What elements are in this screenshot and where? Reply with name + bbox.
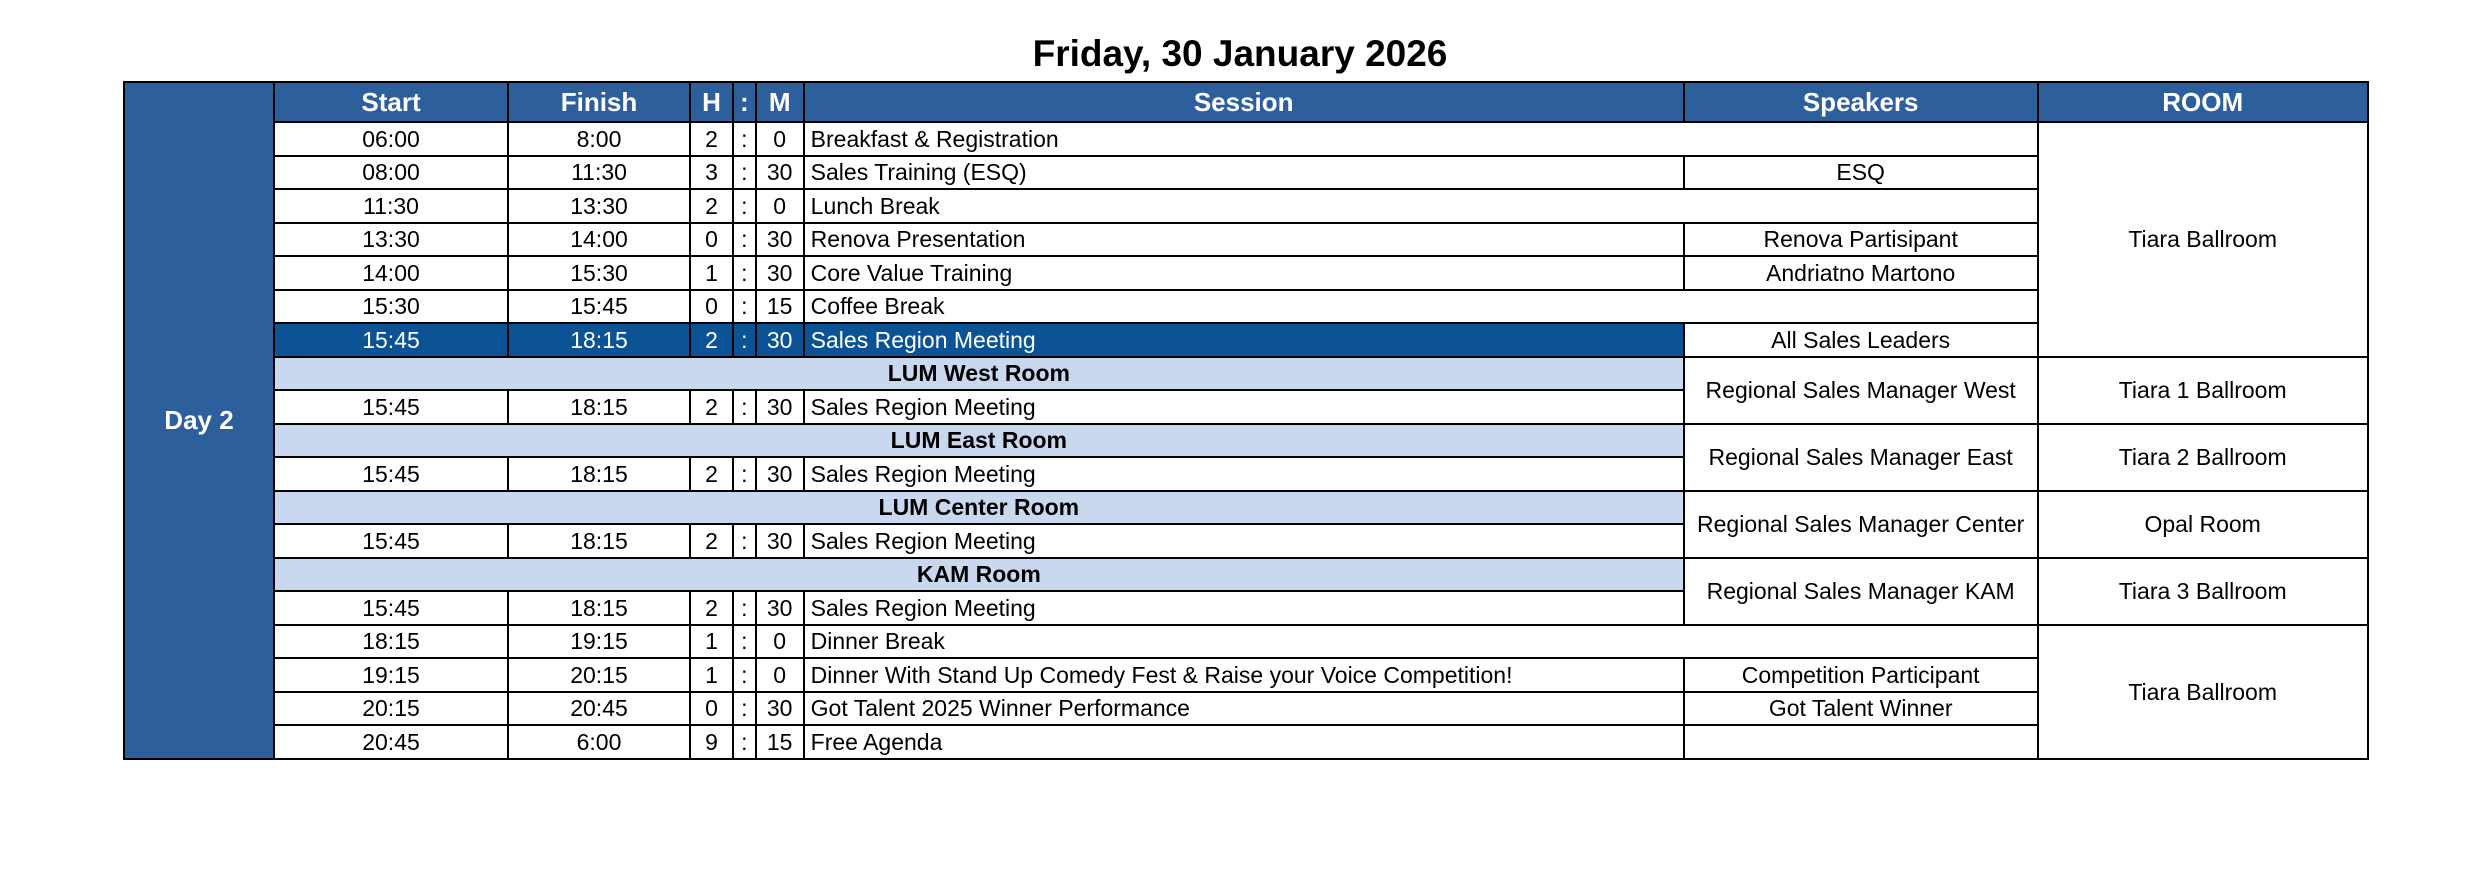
finish-time: 20:45: [508, 692, 690, 726]
duration-minutes: 30: [756, 323, 804, 357]
finish-time: 19:15: [508, 625, 690, 659]
duration-minutes: 30: [756, 223, 804, 257]
start-time: 15:45: [274, 591, 508, 625]
speaker-cell: Regional Sales Manager East: [1684, 424, 2038, 491]
session-title: Lunch Break: [804, 189, 2038, 223]
start-time: 06:00: [274, 122, 508, 156]
duration-minutes: 30: [756, 390, 804, 424]
duration-minutes: 30: [756, 524, 804, 558]
start-time: 08:00: [274, 156, 508, 190]
table-row: [124, 290, 2368, 324]
duration-hours: 0: [690, 223, 733, 257]
table-row: [124, 625, 2368, 659]
header-finish: Finish: [508, 82, 690, 122]
duration-separator: :: [733, 122, 756, 156]
finish-time: 13:30: [508, 189, 690, 223]
start-time: 13:30: [274, 223, 508, 257]
speaker-cell: [1684, 725, 2038, 759]
section-row: [124, 424, 2368, 458]
header-session: Session: [804, 82, 1684, 122]
duration-separator: :: [733, 390, 756, 424]
speaker-cell: Got Talent Winner: [1684, 692, 2038, 726]
session-title: Dinner With Stand Up Comedy Fest & Raise your Voice Competition!: [804, 658, 1684, 692]
start-time: 18:15: [274, 625, 508, 659]
room-cell: Tiara 1 Ballroom: [2038, 357, 2368, 424]
finish-time: 15:45: [508, 290, 690, 324]
section-title: LUM Center Room: [274, 491, 1684, 525]
room-cell: Opal Room: [2038, 491, 2368, 558]
finish-time: 11:30: [508, 156, 690, 190]
duration-minutes: 0: [756, 625, 804, 659]
section-title: KAM Room: [274, 558, 1684, 592]
duration-minutes: 0: [756, 658, 804, 692]
finish-time: 18:15: [508, 524, 690, 558]
header-room: ROOM: [2038, 82, 2368, 122]
duration-minutes: 30: [756, 591, 804, 625]
section-row: [124, 491, 2368, 525]
start-time: 20:45: [274, 725, 508, 759]
section-row: [124, 558, 2368, 592]
duration-minutes: 30: [756, 156, 804, 190]
session-title: Core Value Training: [804, 256, 1684, 290]
duration-hours: 2: [690, 122, 733, 156]
finish-time: 18:15: [508, 390, 690, 424]
session-title: Sales Region Meeting: [804, 323, 1684, 357]
duration-hours: 9: [690, 725, 733, 759]
duration-minutes: 15: [756, 725, 804, 759]
duration-hours: 2: [690, 524, 733, 558]
start-time: 14:00: [274, 256, 508, 290]
duration-separator: :: [733, 323, 756, 357]
finish-time: 6:00: [508, 725, 690, 759]
duration-minutes: 0: [756, 189, 804, 223]
session-title: Sales Region Meeting: [804, 390, 1684, 424]
header-minutes: M: [756, 82, 804, 122]
header-speakers: Speakers: [1684, 82, 2038, 122]
table-row: [124, 122, 2368, 156]
speaker-cell: Regional Sales Manager West: [1684, 357, 2038, 424]
speaker-cell: Regional Sales Manager KAM: [1684, 558, 2038, 625]
table-row: [124, 256, 2368, 290]
duration-hours: 2: [690, 189, 733, 223]
duration-hours: 0: [690, 290, 733, 324]
room-cell: Tiara 3 Ballroom: [2038, 558, 2368, 625]
room-cell: Tiara Ballroom: [2038, 625, 2368, 759]
finish-time: 20:15: [508, 658, 690, 692]
day-label: Day 2: [124, 82, 274, 759]
duration-separator: :: [733, 625, 756, 659]
header-hours: H: [690, 82, 733, 122]
table-row-highlighted: [124, 323, 2368, 357]
start-time: 15:45: [274, 457, 508, 491]
speaker-cell: Renova Partisipant: [1684, 223, 2038, 257]
session-title: Dinner Break: [804, 625, 2038, 659]
table-row: [124, 692, 2368, 726]
duration-minutes: 15: [756, 290, 804, 324]
session-title: Coffee Break: [804, 290, 2038, 324]
session-title: Sales Region Meeting: [804, 524, 1684, 558]
start-time: 15:30: [274, 290, 508, 324]
duration-hours: 3: [690, 156, 733, 190]
duration-separator: :: [733, 524, 756, 558]
table-row: [124, 658, 2368, 692]
duration-hours: 2: [690, 390, 733, 424]
finish-time: 8:00: [508, 122, 690, 156]
start-time: 11:30: [274, 189, 508, 223]
table-row: [124, 156, 2368, 190]
finish-time: 18:15: [508, 591, 690, 625]
start-time: 15:45: [274, 323, 508, 357]
speaker-cell: Regional Sales Manager Center: [1684, 491, 2038, 558]
duration-minutes: 30: [756, 692, 804, 726]
page-title: Friday, 30 January 2026: [1032, 33, 1448, 74]
session-title: Sales Training (ESQ): [804, 156, 1684, 190]
section-title: LUM West Room: [274, 357, 1684, 391]
speaker-cell: All Sales Leaders: [1684, 323, 2038, 357]
start-time: 15:45: [274, 390, 508, 424]
session-title: Breakfast & Registration: [804, 122, 2038, 156]
duration-hours: 2: [690, 591, 733, 625]
start-time: 20:15: [274, 692, 508, 726]
header-start: Start: [274, 82, 508, 122]
duration-hours: 2: [690, 323, 733, 357]
section-title: LUM East Room: [274, 424, 1684, 458]
speaker-cell: Andriatno Martono: [1684, 256, 2038, 290]
finish-time: 18:15: [508, 323, 690, 357]
table-row: [124, 223, 2368, 257]
start-time: 19:15: [274, 658, 508, 692]
duration-separator: :: [733, 658, 756, 692]
duration-separator: :: [733, 692, 756, 726]
finish-time: 14:00: [508, 223, 690, 257]
duration-separator: :: [733, 223, 756, 257]
table-row: [124, 725, 2368, 759]
finish-time: 15:30: [508, 256, 690, 290]
duration-separator: :: [733, 189, 756, 223]
duration-separator: :: [733, 457, 756, 491]
duration-minutes: 30: [756, 457, 804, 491]
start-time: 15:45: [274, 524, 508, 558]
room-cell: Tiara 2 Ballroom: [2038, 424, 2368, 491]
session-title: Got Talent 2025 Winner Performance: [804, 692, 1684, 726]
duration-hours: 1: [690, 256, 733, 290]
schedule-table: [123, 81, 2369, 760]
duration-hours: 2: [690, 457, 733, 491]
duration-separator: :: [733, 290, 756, 324]
duration-minutes: 0: [756, 122, 804, 156]
duration-separator: :: [733, 256, 756, 290]
duration-separator: :: [733, 156, 756, 190]
speaker-cell: Competition Participant: [1684, 658, 2038, 692]
duration-separator: :: [733, 725, 756, 759]
duration-minutes: 30: [756, 256, 804, 290]
duration-separator: :: [733, 591, 756, 625]
duration-hours: 1: [690, 625, 733, 659]
header-separator: :: [733, 82, 756, 122]
session-title: Sales Region Meeting: [804, 457, 1684, 491]
session-title: Free Agenda: [804, 725, 1684, 759]
speaker-cell: ESQ: [1684, 156, 2038, 190]
room-cell: Tiara Ballroom: [2038, 122, 2368, 357]
session-title: Renova Presentation: [804, 223, 1684, 257]
finish-time: 18:15: [508, 457, 690, 491]
session-title: Sales Region Meeting: [804, 591, 1684, 625]
section-row: [124, 357, 2368, 391]
table-row: [124, 189, 2368, 223]
header-row: [124, 82, 2368, 122]
duration-hours: 1: [690, 658, 733, 692]
duration-hours: 0: [690, 692, 733, 726]
